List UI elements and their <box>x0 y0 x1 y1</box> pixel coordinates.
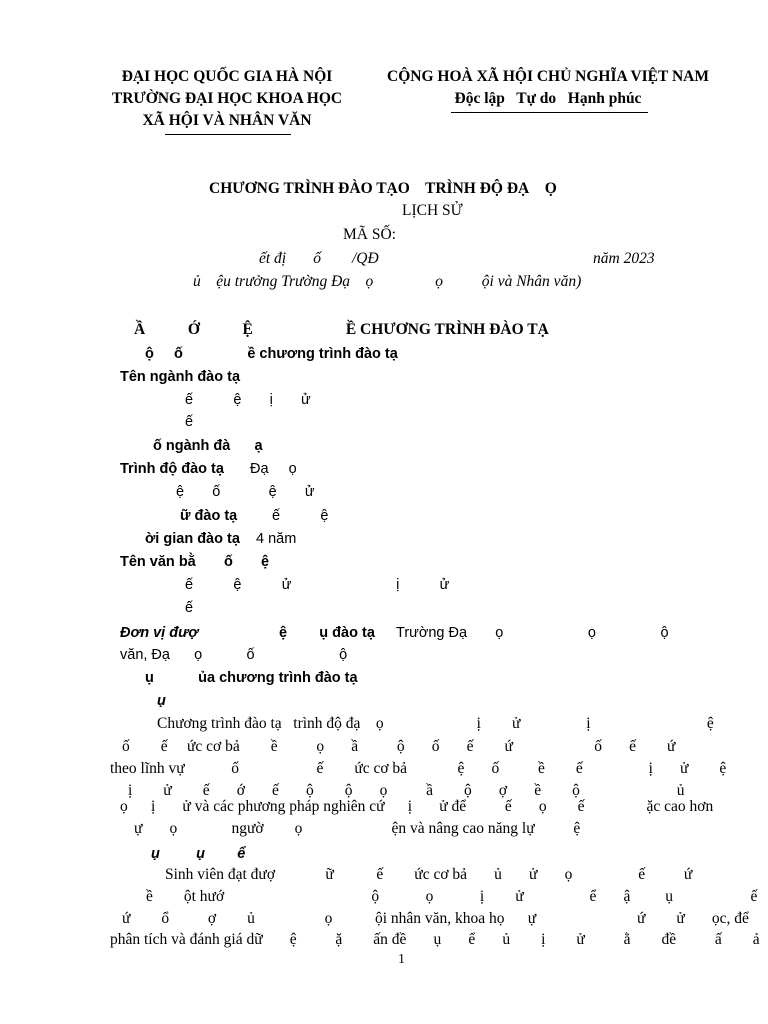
major-value-line1: ế ệ ị ử <box>185 392 311 408</box>
paragraph-1-line1: Chương trình đào tạ trình độ đạ ọ ị ử ị ệ <box>157 715 714 732</box>
paragraph-2-line1: Sinh viên đạt đượ ữ ế ức cơ bả ủ ử ọ ế ứ <box>165 866 693 883</box>
school-name-line2: XÃ HỘI VÀ NHÂN VĂN <box>142 112 312 129</box>
program-code: MÃ SỐ: <box>343 226 396 243</box>
paragraph-2-line3: ứ ổ ợ ủ ọ ội nhân văn, khoa họ ự ứ ử ọc, để <box>122 910 749 927</box>
school-name-line1: TRƯỜNG ĐẠI HỌC KHOA HỌC <box>111 90 343 107</box>
major-code-label: ố ngành đà ạ <box>153 438 263 454</box>
paragraph-2-line4: phân tích và đánh giá dữ ệ ặ ấn đề ụ ể ủ ị ử ằ đề ấ ả <box>110 931 760 948</box>
header-left-underline <box>165 134 291 135</box>
subsection-2-heading: ụ ủa chương trình đào tạ <box>145 670 358 686</box>
level-label: Trình độ đào tạ <box>120 461 224 477</box>
paragraph-1-line4: ị ử ế ớ ế ộ ộ ọ ầ ộ ợ ề ộ ủ <box>128 782 685 799</box>
language-value: ế ệ <box>272 508 329 524</box>
paragraph-1-line6: ự ọ ngườ ọ ện và nâng cao năng lự ệ <box>134 820 581 837</box>
subsection-1-heading: ộ ố ề chương trình đào tạ <box>145 346 398 362</box>
certificate-value-line2: ế <box>185 600 194 616</box>
country-name: CỘNG HOÀ XÃ HỘI CHỦ NGHĨA VIỆT NAM <box>387 68 709 85</box>
major-label: Tên ngành đào tạ <box>120 369 241 385</box>
unit-value: Trường Đạ ọ ọ ộ <box>396 625 669 641</box>
level-value: Đạ ọ <box>250 461 297 477</box>
issued-by: ủ ệu trưởng Trường Đạ ọ ọ ội và Nhân văn) <box>193 273 582 290</box>
paragraph-1-line5: ọ ị ử và các phương pháp nghiên cứ ị ử để ế ọ ế ặc cao hơn <box>120 798 714 815</box>
program-name: LỊCH SỬ <box>402 202 463 219</box>
page-number: 1 <box>398 952 405 967</box>
unit-value-line2: văn, Đạ ọ ố ộ <box>120 647 348 663</box>
header-right-underline <box>451 112 648 113</box>
national-motto: Độc lập Tự do Hạnh phúc <box>454 90 642 107</box>
degree-line: ệ ố ệ ử <box>176 484 315 500</box>
subsection-2b-heading: ụ ụ ể <box>151 846 246 862</box>
certificate-label: Tên văn bằ ố ệ <box>120 554 270 570</box>
language-label: ữ đào tạ <box>180 508 238 524</box>
certificate-value-line1: ế ệ ử ị ử <box>185 577 450 593</box>
decision-reference: ết đị ố /QĐ <box>259 250 379 267</box>
university-name: ĐẠI HỌC QUỐC GIA HÀ NỘI <box>121 68 333 85</box>
section-a-heading: Ầ Ớ Ệ Ề CHƯƠNG TRÌNH ĐÀO TẠ <box>134 321 549 338</box>
paragraph-1-line2: ố ế ức cơ bả ề ọ ầ ộ ố ế ứ ố ế ứ <box>122 738 676 755</box>
unit-label: Đơn vị đượ <box>120 625 199 641</box>
paragraph-2-line2: ề ột hướ ộ ọ ị ử ể ậ ụ ế <box>146 888 758 905</box>
paragraph-1-line3: theo lĩnh vự ố ế ức cơ bả ệ ố ề ế ị ử ệ <box>110 760 727 777</box>
unit-label-cont: ệ ụ đào tạ <box>279 625 375 641</box>
duration-label: ời gian đào tạ <box>145 531 240 547</box>
major-value-line2: ế <box>185 414 194 430</box>
subsection-2a-heading: ụ <box>157 693 166 709</box>
document-title: CHƯƠNG TRÌNH ĐÀO TẠO TRÌNH ĐỘ ĐẠ Ọ <box>209 180 557 197</box>
decision-year: năm 2023 <box>593 250 655 267</box>
duration-value: 4 năm <box>256 531 297 547</box>
